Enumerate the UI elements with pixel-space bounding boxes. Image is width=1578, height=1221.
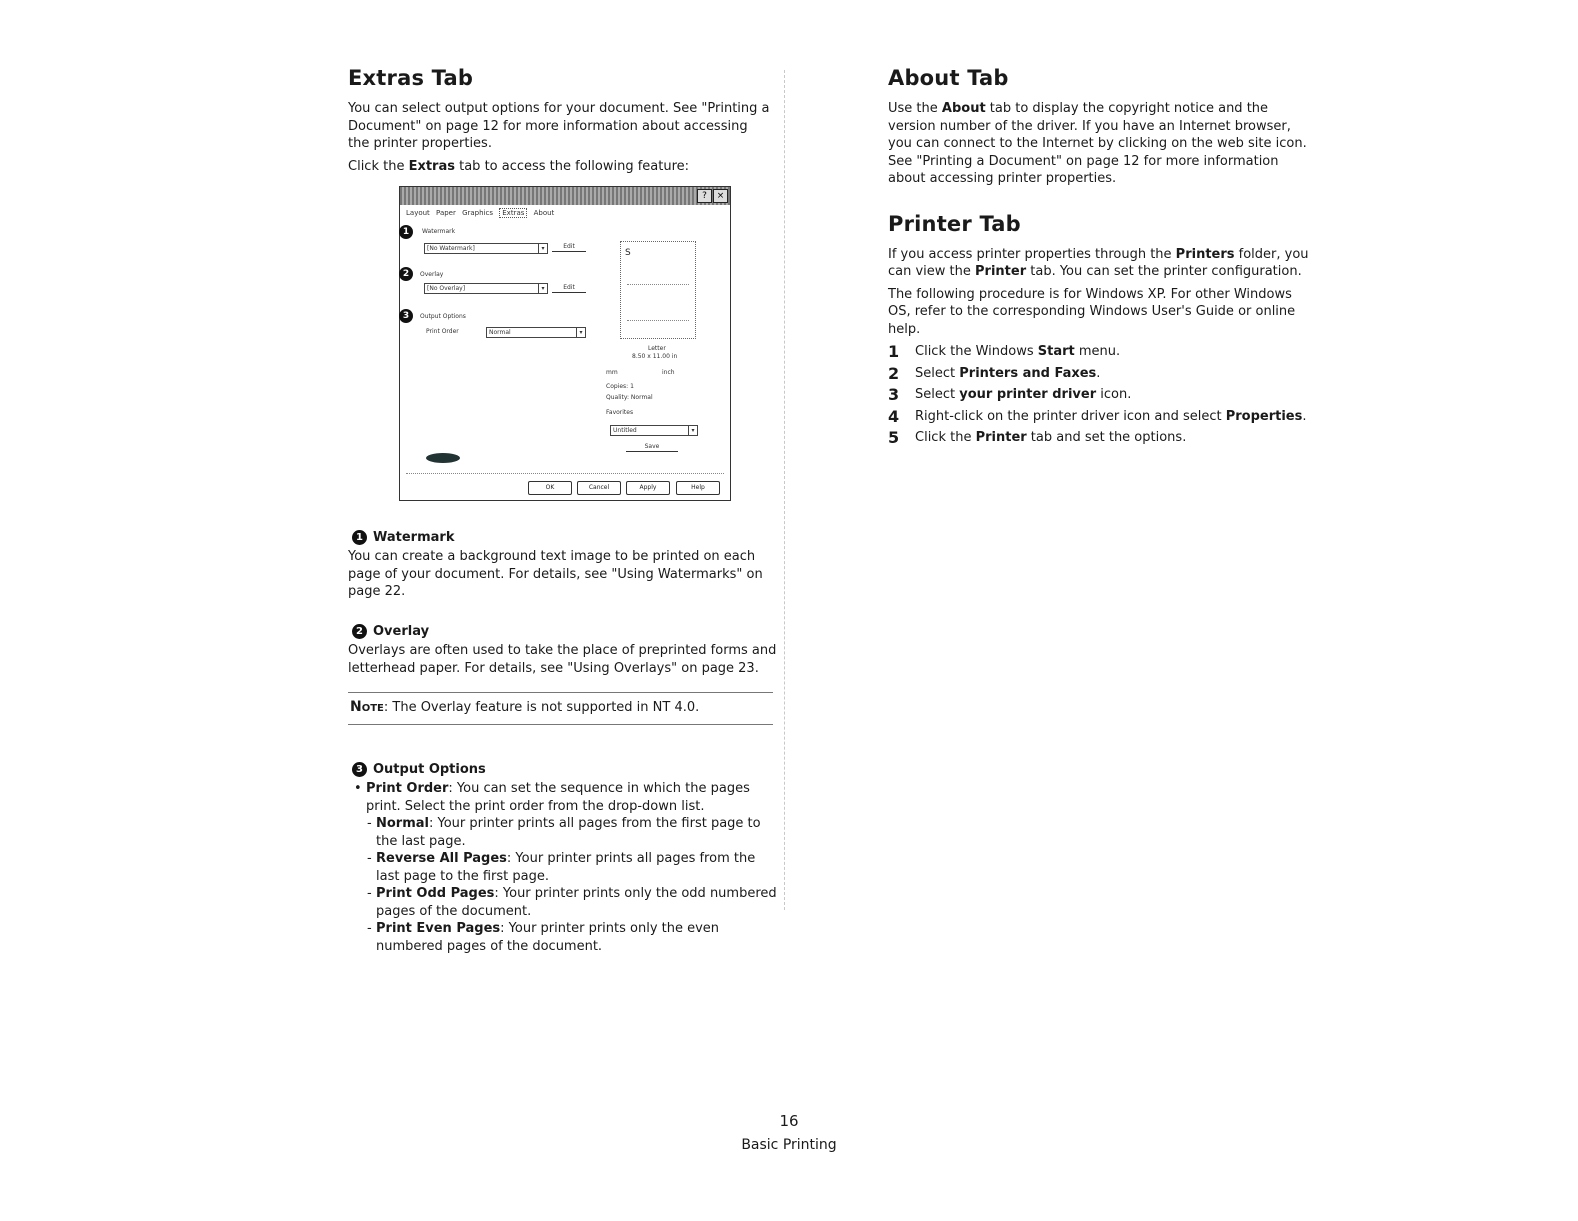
print-order-select bbox=[486, 327, 586, 338]
paper-name: Letter bbox=[648, 345, 666, 352]
help-button: Help bbox=[676, 481, 720, 495]
overlay-select bbox=[424, 283, 548, 294]
watermark-select-value: [No Watermark] bbox=[427, 245, 475, 252]
bold-run: Extras bbox=[408, 158, 455, 174]
bold-run: Normal bbox=[376, 816, 429, 831]
text-run: : Your printer prints only the odd numbered pages of the document. bbox=[376, 886, 777, 919]
number-3-icon: 3 bbox=[352, 762, 367, 777]
step-text bbox=[915, 429, 1186, 447]
text-run: tab to display the copyright notice and the version number of the driver. If you have an Internet browser, you can connect to the Internet by clicking on the web site icon. See "Printing a Document" on page 12 for more information about accessing printer properties. bbox=[888, 101, 1307, 186]
tab-about: About bbox=[533, 209, 555, 217]
bold-run: Print Order bbox=[366, 781, 449, 796]
about-tab-heading: About Tab bbox=[888, 66, 1009, 90]
step-text bbox=[915, 408, 1307, 426]
preview-dots bbox=[627, 284, 689, 285]
favorites-select bbox=[610, 425, 698, 436]
text-run: If you access printer properties through the bbox=[888, 246, 1176, 262]
step-item bbox=[888, 365, 1313, 383]
chevron-down-icon: ▾ bbox=[538, 244, 547, 253]
text-run: Click the bbox=[348, 158, 409, 174]
text-run: icon. bbox=[1096, 387, 1132, 402]
bold-run: Reverse All Pages bbox=[376, 851, 507, 866]
text-run: Right-click on the printer driver icon and select bbox=[915, 408, 1226, 424]
favorites-value: Untitled bbox=[613, 427, 637, 434]
text-run: Select bbox=[915, 387, 960, 402]
copies-text: Copies: 1 bbox=[606, 383, 634, 390]
dialog-tabs bbox=[406, 209, 558, 217]
step-text bbox=[915, 343, 1120, 361]
bold-run: About bbox=[941, 101, 986, 116]
cancel-button: Cancel bbox=[577, 481, 621, 495]
tab-extras: Extras bbox=[499, 208, 527, 218]
ok-button: OK bbox=[528, 481, 572, 495]
chevron-down-icon: ▾ bbox=[576, 328, 585, 337]
text-run: : Your printer prints only the even numbered pages of the document. bbox=[376, 921, 720, 954]
overlay-group-label: Overlay bbox=[420, 271, 444, 278]
printer-tab-heading: Printer Tab bbox=[888, 211, 1021, 236]
text-run: . bbox=[1096, 365, 1101, 381]
right-column bbox=[888, 66, 1313, 451]
close-icon: × bbox=[713, 189, 728, 203]
unit-inch-radio: inch bbox=[662, 369, 675, 376]
text-run: Click the bbox=[915, 430, 976, 445]
note-text bbox=[348, 692, 773, 725]
bold-run: Start bbox=[1037, 344, 1075, 359]
text-run: Click the Windows bbox=[915, 344, 1038, 359]
bold-run: your printer driver bbox=[959, 387, 1097, 402]
bold-run: Printer bbox=[975, 430, 1027, 445]
printer-intro bbox=[888, 246, 1313, 281]
tab-layout: Layout bbox=[406, 209, 430, 217]
watermark-edit-button: Edit bbox=[552, 242, 586, 252]
output-options-list bbox=[352, 780, 777, 955]
dialog-separator bbox=[406, 473, 724, 474]
chevron-down-icon: ▾ bbox=[688, 426, 697, 435]
favorites-label: Favorites bbox=[606, 409, 634, 416]
tab-paper: Paper bbox=[436, 209, 456, 217]
note-body: : The Overlay feature is not supported in NT 4.0. bbox=[383, 700, 700, 715]
column-divider bbox=[784, 70, 785, 910]
step-number: 1 bbox=[888, 342, 900, 361]
step-text bbox=[915, 365, 1100, 383]
list-item bbox=[376, 815, 777, 850]
output-options-section bbox=[352, 762, 777, 955]
extras-tab-heading: Extras Tab bbox=[348, 66, 474, 90]
watermark-title: Watermark bbox=[373, 530, 455, 545]
watermark-group-label: Watermark bbox=[422, 228, 456, 235]
watermark-section bbox=[348, 530, 777, 606]
step-item bbox=[888, 386, 1313, 404]
callout-badge-2: 2 bbox=[399, 267, 413, 281]
overlay-heading bbox=[352, 624, 777, 639]
page-preview bbox=[620, 241, 696, 339]
text-run: : Your printer prints all pages from the first page to the last page. bbox=[376, 816, 761, 849]
overlay-edit-button: Edit bbox=[552, 283, 586, 293]
text-run: Use the bbox=[888, 101, 942, 116]
unit-mm-radio: mm bbox=[606, 369, 618, 376]
extras-dialog-screenshot bbox=[399, 186, 731, 501]
step-item bbox=[888, 408, 1313, 426]
text-run: : Your printer prints all pages from the last page to the first page. bbox=[376, 851, 756, 884]
printer-os-note: The following procedure is for Windows XP. For other Windows OS, refer to the corresponding Windows User's Guide or online help. bbox=[888, 286, 1296, 337]
list-item bbox=[376, 920, 777, 955]
samsung-logo bbox=[426, 453, 460, 463]
step-number: 3 bbox=[888, 385, 900, 404]
output-options-group-label: Output Options bbox=[420, 313, 466, 320]
print-order-value: Normal bbox=[489, 329, 511, 336]
bold-run: Printers and Faxes bbox=[959, 365, 1097, 381]
extras-click-instruction bbox=[348, 158, 773, 176]
list-item bbox=[376, 885, 777, 920]
apply-button: Apply bbox=[626, 481, 670, 495]
watermark-heading bbox=[352, 530, 777, 545]
tab-graphics: Graphics bbox=[462, 209, 494, 217]
number-2-icon: 2 bbox=[352, 624, 367, 639]
printer-steps bbox=[888, 343, 1313, 447]
text-run: . bbox=[1302, 408, 1307, 424]
number-1-icon: 1 bbox=[352, 530, 367, 545]
step-number: 4 bbox=[888, 406, 900, 426]
quality-text: Quality: Normal bbox=[606, 394, 653, 401]
text-run: Select bbox=[915, 365, 960, 381]
callout-badge-1: 1 bbox=[399, 225, 413, 239]
overlay-section bbox=[348, 624, 777, 682]
overlay-select-value: [No Overlay] bbox=[427, 285, 466, 292]
step-item bbox=[888, 429, 1313, 447]
step-text bbox=[915, 386, 1131, 404]
bold-run: Print Even Pages bbox=[376, 921, 501, 936]
bold-run: Printer bbox=[975, 264, 1027, 279]
text-run: folder, you can view the bbox=[888, 246, 1309, 279]
left-column bbox=[348, 66, 773, 180]
preview-letter: S bbox=[625, 248, 631, 258]
watermark-select bbox=[424, 243, 548, 254]
about-body bbox=[888, 100, 1313, 188]
overlay-body: Overlays are often used to take the place of preprinted forms and letterhead paper. For details, see "Using Overlays" on page 23. bbox=[348, 643, 777, 676]
text-run: menu. bbox=[1074, 344, 1121, 359]
extras-intro: You can select output options for your document. See "Printing a Document" on page 12 for more information about accessing the printer properties. bbox=[348, 101, 770, 151]
bold-run: Print Odd Pages bbox=[376, 886, 495, 901]
help-icon: ? bbox=[697, 189, 712, 203]
output-options-heading bbox=[352, 762, 777, 777]
list-item bbox=[366, 780, 777, 955]
print-order-label: Print Order bbox=[426, 328, 459, 335]
preview-dots bbox=[627, 320, 689, 321]
step-number: 2 bbox=[888, 363, 900, 383]
bold-run: Printers bbox=[1175, 246, 1235, 262]
paper-size: 8.50 x 11.00 in bbox=[632, 353, 678, 360]
favorites-save-button: Save bbox=[626, 442, 678, 452]
text-run: tab and set the options. bbox=[1026, 430, 1187, 445]
page-number: 16 bbox=[779, 1112, 799, 1130]
text-run: tab. You can set the printer configuration. bbox=[1026, 264, 1302, 279]
dialog-title-bar bbox=[400, 187, 730, 205]
list-item bbox=[376, 850, 777, 885]
print-order-sublist bbox=[366, 815, 777, 955]
section-name: Basic Printing bbox=[741, 1137, 837, 1153]
text-run: : You can set the sequence in which the pages print. Select the print order from the drop-down list. bbox=[366, 781, 750, 814]
output-options-title: Output Options bbox=[373, 762, 486, 777]
overlay-title: Overlay bbox=[373, 624, 430, 639]
step-item bbox=[888, 343, 1313, 361]
chevron-down-icon: ▾ bbox=[538, 284, 547, 293]
watermark-body: You can create a background text image to be printed on each page of your document. For details, see "Using Watermarks" on page 22. bbox=[348, 549, 763, 599]
note-label: Note bbox=[350, 699, 384, 715]
text-run: tab to access the following feature: bbox=[454, 158, 690, 174]
note-box bbox=[348, 692, 773, 725]
step-number: 5 bbox=[888, 428, 900, 447]
callout-badge-3: 3 bbox=[399, 309, 413, 323]
bold-run: Properties bbox=[1225, 408, 1303, 424]
